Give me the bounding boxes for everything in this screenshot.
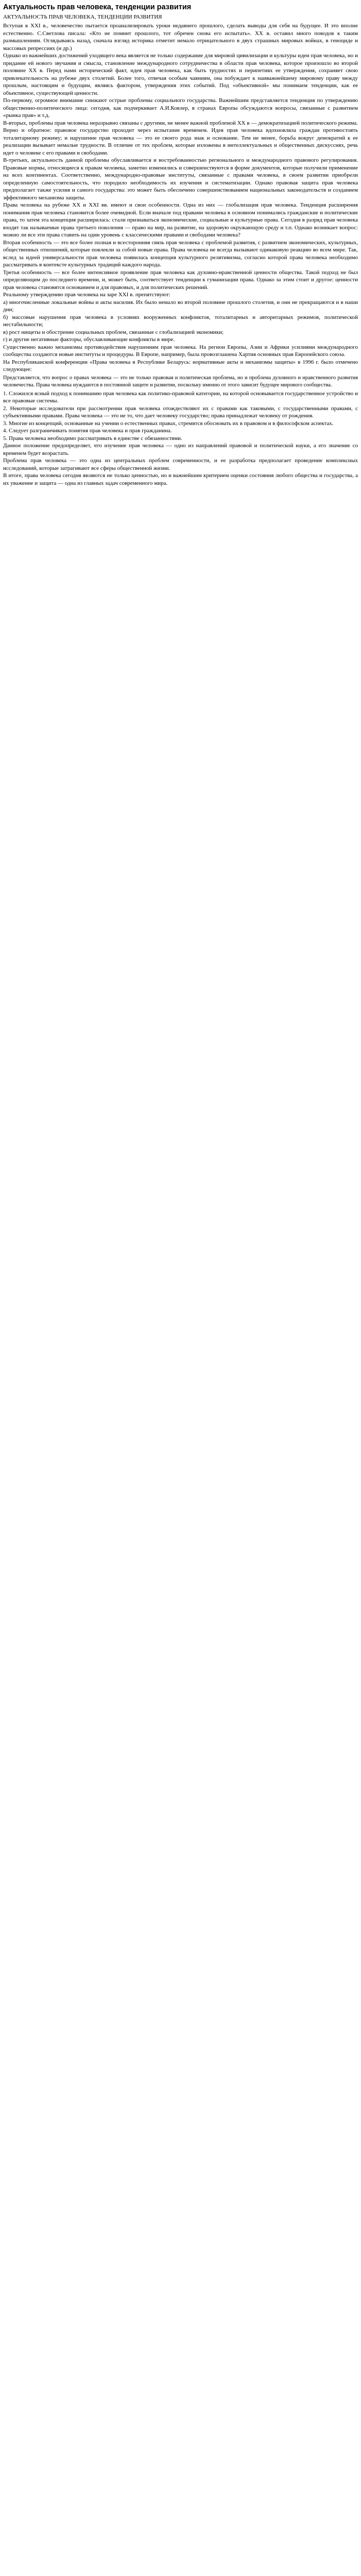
document-paragraph: На Республиканской конференции «Права человека в Республике Беларусь: нормативные акты и механизмы защиты» в 1996 г. было отмечено следующее: (3, 359, 358, 372)
document-paragraph: 4. Следует разграничивать понятия прав человека и прав гражданина. (3, 428, 172, 434)
document-body (3, 22, 358, 487)
document-paragraph: Вторая особенность — это все более полная и всесторонняя связь прав человека с проблемой развития, с развитием экономических, культурных, общественных отношений, которые повлекли за собой новые права. Права человека не всегда вызывают одинаковую реакцию во всем мире. Так, вслед за идеей универсальности прав человека появилась концепция культурного релятивизма, согласно которой права человека необходимо рассматривать в контексте культурных традиций каждого народа. (3, 239, 358, 268)
document-paragraph: Существенно важно механизмы противодействия нарушениям прав человека. На регион Европы, Азии и Африки усилиями международного сообщества создаются новые институты и процедуры. В Европе, например, была провозглашена Хартия основных прав Европейского союза. (3, 344, 358, 358)
document-paragraph: В итоге, права человека сегодня являются не только ценностью, но и важнейшим критерием оценки состояния любого общества и государства, а их уважение и защита — одна из главных задач современного мира. (3, 472, 358, 486)
document-paragraph: а) многочисленные локальные войны и акты насилия. Их было немало во второй половине прошлого столетия, и они не прекращаются и в наши дни; (3, 299, 358, 313)
document-paragraph: 5. Права человека необходимо рассматривать в единстве с обязанностями. (3, 435, 182, 442)
breadcrumb: АКТУАЛЬНОСТЬ ПРАВ ЧЕЛОВЕКА, ТЕНДЕНЦИИ РАЗВИТИЯ (3, 14, 162, 20)
document-paragraph: В-вторых, проблемы прав человека неразрывно связаны с другими, не менее важной проблемой XX в — демократизацией политического режима. Верно и обратное: правовое государство проходит через испытание временем. Идея прав человека вдохновляла граждан противостоять тоталитарному режиму; и нарушение прав человека — это ее своего рода знак и основание. Тем не менее, борьба вокруг демократий к ее реализации вызывает немалые трудности. В отличие от тех проблем, которые изложены в интеллектуальных и общественных дискуссиях, речь идет о человеке с его правами и свободами. (3, 120, 358, 156)
document-paragraph: По-первому, огромное внимание снижают острые проблемы социального государства. Важнейшим представляется тенденция по утверждению общественно-политического лица: сегодня, как подчеркивает А.И.Ковлер, в странах Европы обсуждаются вопросы, связанные с развитием «рынка прав» и т.д. (3, 97, 358, 118)
document-paragraph: В-третьих, актуальность данной проблемы обуславливается и востребованностью регионального и международного правового регулирования. Правовые нормы, относящиеся к правам человека, заметно изменились и совершенствуются в форме документов, которые получили применение на всех континентах. Соответственно, международно-правовые институты, связанные с правами человека, в своем развитии приобрели определенную самостоятельность, что породило необходимость их изучения и систематизации. Однако правовая защита прав человека предполагает также усилия и самого государства: это может быть обеспечено совершенствованием национальных законодательств и созданием эффективного механизма защиты. (3, 157, 358, 201)
document-paragraph: Реальному утверждению прав человека на заре XXI в. препятствуют: (3, 292, 170, 298)
document-paragraph: Третья особенность — все более интенсивное проявление прав человека как духовно-нравственной ценности общества. Такой подход не был определяющим до последнего времени, и, может быть, соответствует тенденции к гуманизации права. Однако за этим стоит и другое: ценности прав человека становятся основанием и для правовых, и для политических решений. (3, 269, 358, 291)
document-paragraph: 3. Многие из концепций, основанные на учении о естественных правах, стремятся обосновать их в правовом и в философском аспектах. (3, 420, 334, 427)
document-paragraph: 2. Некоторые исследователи при рассмотрении прав человека отождествляют их с правами как таковыми, с государственными правами, с субъективными правами. Права человека — это не то, что дает человеку государство; права принадлежат человеку от рождения. (3, 405, 358, 419)
document-quote: Представляется, что вопрос о правах человека — это не только правовая и политическая проблема, но и проблема духовного и нравственного развития человечества. Права человека нуждаются в постоянной защите и развитии, поскольку именно от этого зависит будущее мирового сообщества. (3, 375, 358, 388)
document-paragraph: Проблема прав человека — это одна из центральных проблем современности, и ее разработка предполагает проведение комплексных исследований, которые затрагивают все сферы общественной жизни. (3, 457, 358, 471)
page-title: Актуальность прав человека, тенденции развития (3, 3, 192, 11)
document-paragraph: Вступая в XXI в., человечество пытается проанализировать уроки недавнего прошлого, сделать выводы для себя на будущее. И это вполне естественно. С.Светлова писала: «Кто не помнит прошлого, тот обречен снова его испытать». XX в. оставил много поводов к таким размышлениям. Оглядываясь назад, сначала взгляд историка отметит немало отрицательного в двух страшных мировых войнах, в геноциде и массовых репрессиях (и др.) (3, 23, 358, 52)
document-page (0, 0, 361, 490)
document-paragraph: Права человека на рубеже XX и XXI вв. имеют и свои особенности. Одна из них — глобализация прав человека. Тенденция расширения понимания прав человека становится более очевидной. Если вначале под правами человека в основном понимались гражданские и политические права, то затем эта концепция расширилась: стали признаваться экономические, социальные и культурные права. Сегодня в разряд прав человека входят так называемые права третьего поколения — право на мир, на развитие, на здоровую окружающую среду и т.п. Однако возникает вопрос: можно ли все эти права ставить на один уровень с классическими правами и свободами человека? (3, 202, 358, 238)
document-paragraph: 1. Сложился ясный подход к пониманию прав человека как политико-правовой категории, на которой основывается государственное устройство и все правовые системы. (3, 390, 358, 404)
document-paragraph: б) массовые нарушения прав человека в условиях вооруженных конфликтов, тоталитарных и авторитарных режимов, политической нестабильности; (3, 314, 358, 328)
document-paragraph: Данное положение предопределяет, что изучение прав человека — одно из направлений правовой и политической науки, а его значение со временем будет возрастать. (3, 443, 358, 456)
document-paragraph: в) рост нищеты и обострение социальных проблем, связанные с глобализацией экономики; (3, 329, 224, 335)
document-paragraph: г) и другие негативные факторы, обуславливающие конфликты в мире. (3, 336, 175, 343)
document-paragraph: Однако из важнейших достижений уходящего века является не только содержание для мировой цивилизации и культуры идеи прав человека, но и придание ей нового звучания и смысла, становление международного сотрудничества в области прав человека, которое произошло во второй половине XX в. Перед нами исторический факт, идея прав человека, как быть трудностях и перипетиях ее утверждения, сохраняет свою привлекательность на рубеже двух столетий. Более того, отвечая особым чаяниям, она побуждает к наиважнейшему мировому праву между прошлым, настоящим и будущим, являясь фактором, утверждения этих событий. Под «объективной» мы понимаем тенденции, как ее объективное, существующей ценности. (3, 53, 358, 96)
